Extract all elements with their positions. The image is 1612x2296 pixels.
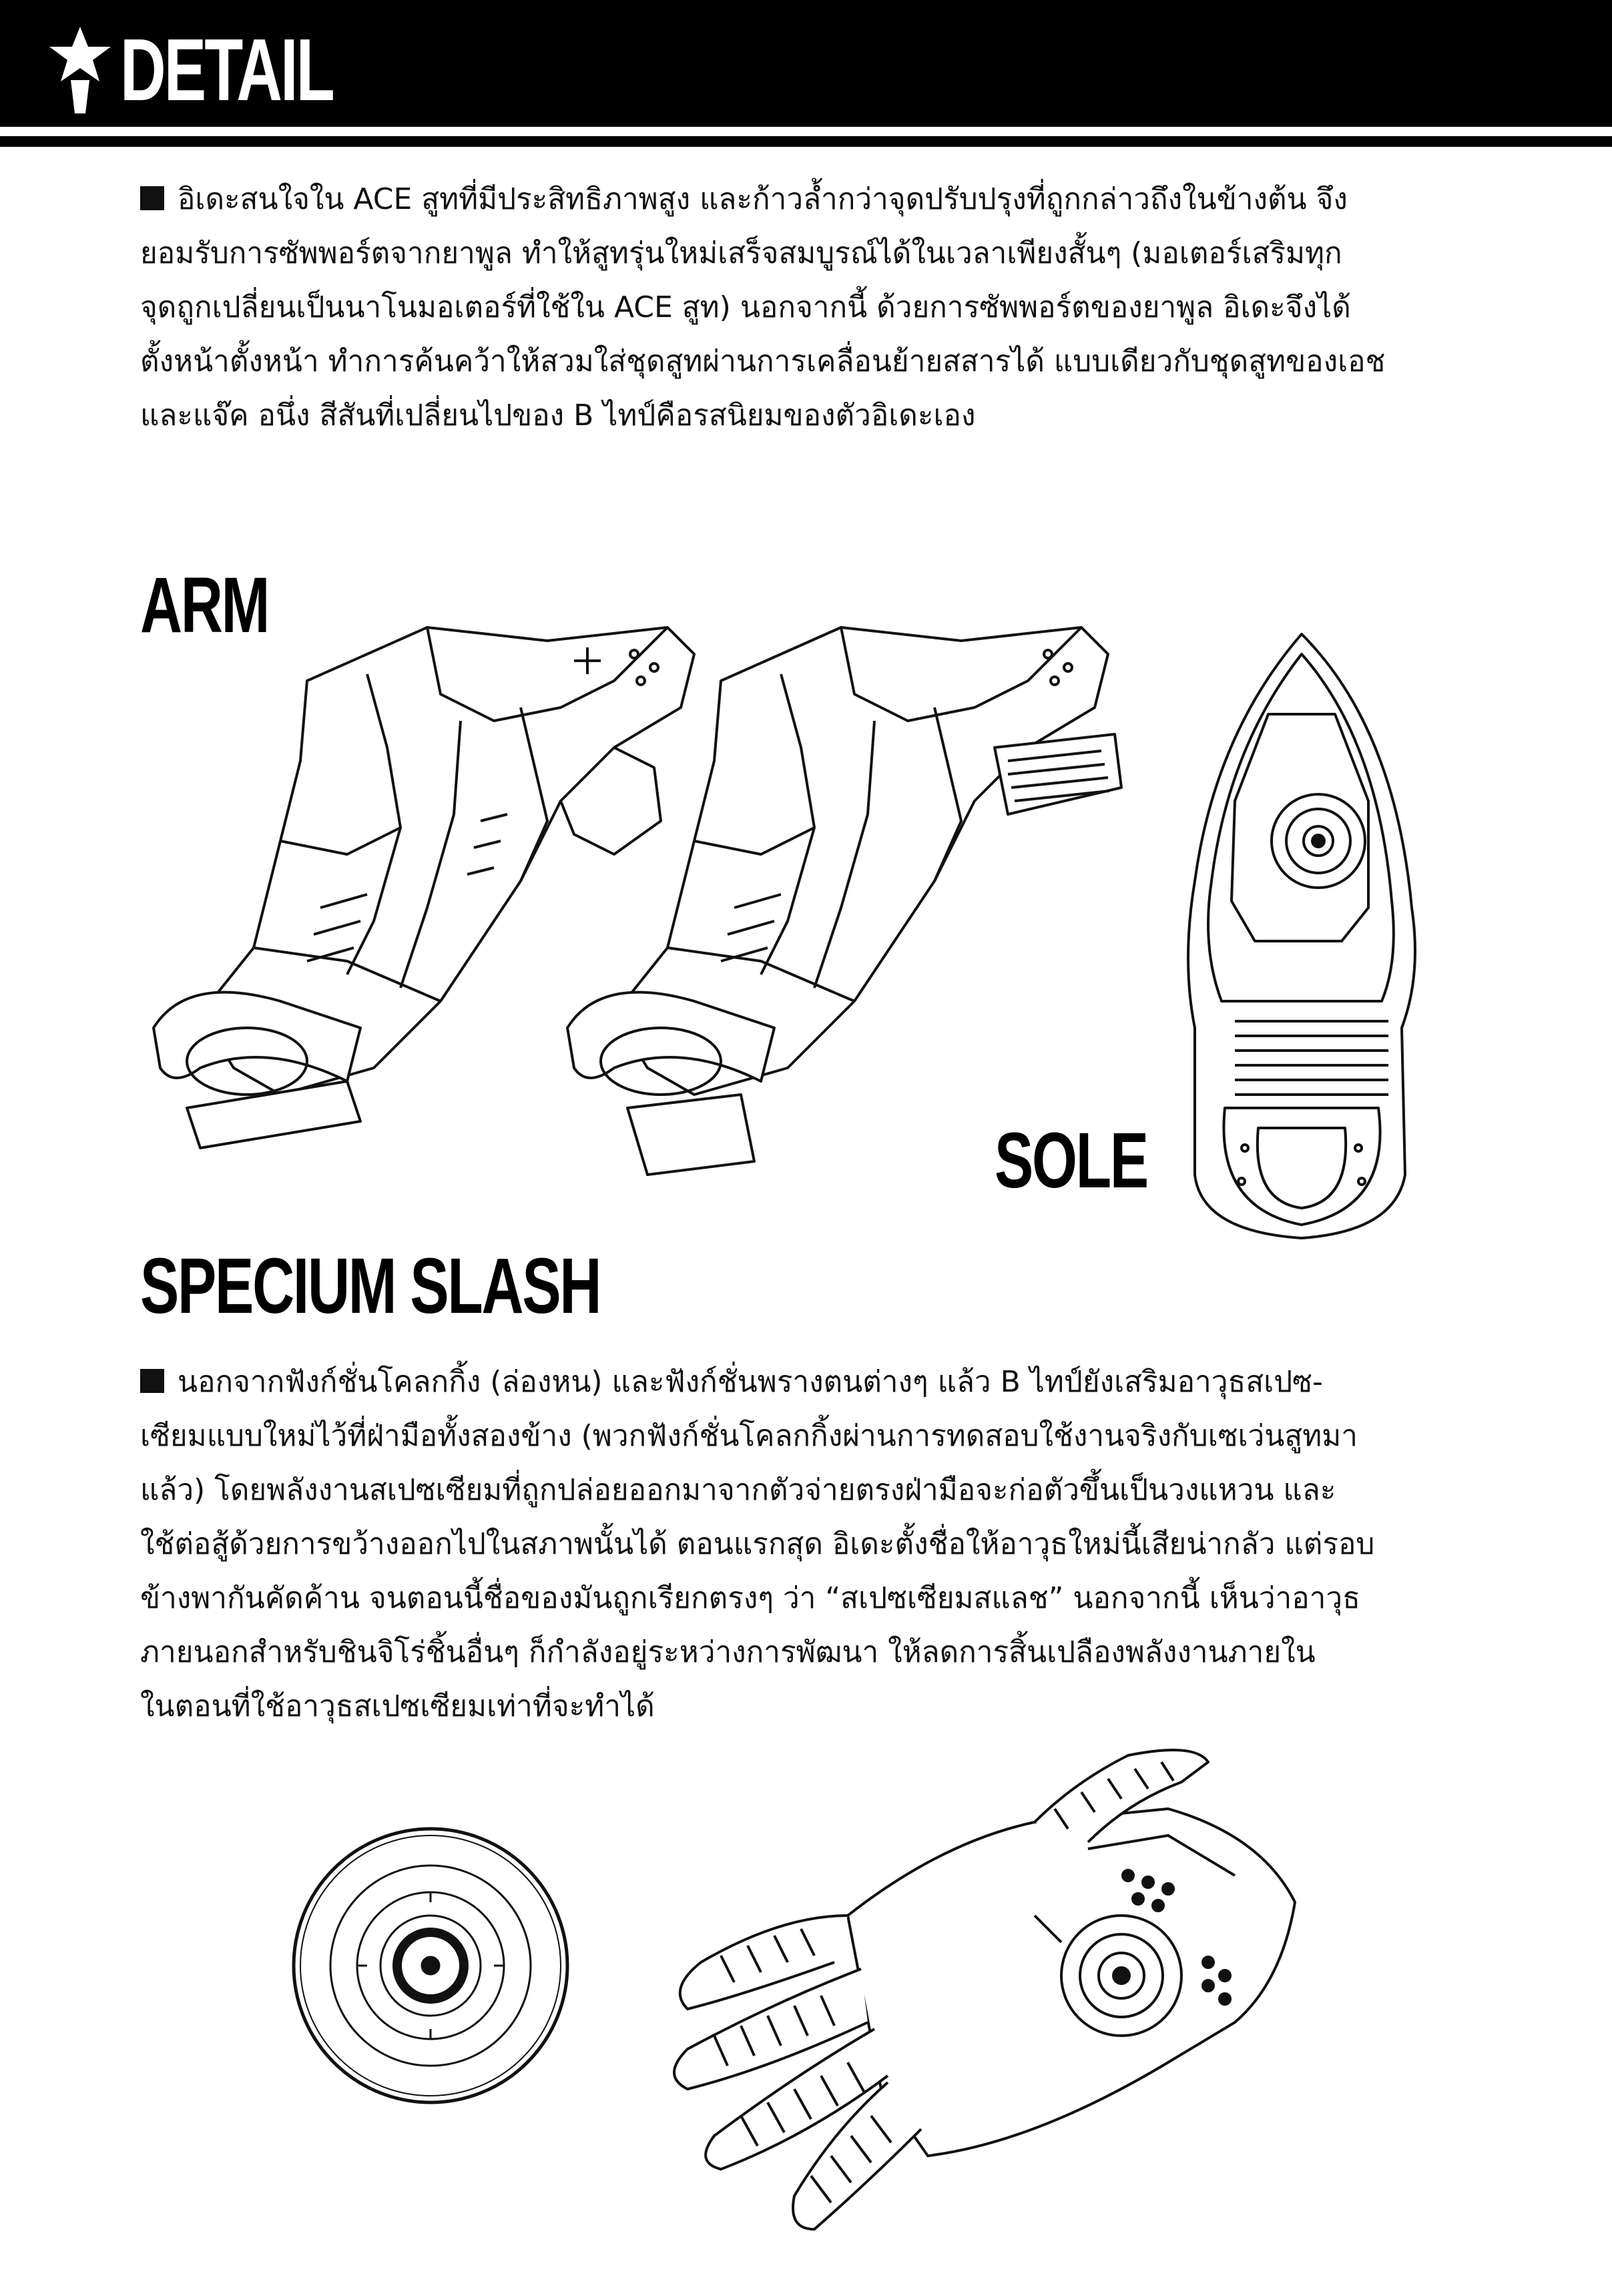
hand-gauntlet-illustration	[661, 1742, 1302, 2249]
boot-sole-illustration	[1175, 627, 1428, 1241]
specium-slash-heading: SPECIUM SLASH	[140, 1242, 601, 1330]
star-person-icon	[47, 27, 113, 113]
intro-line: และแจ๊ค อนึ่ง สีสันที่เปลี่ยนไปของ B ไทป์คือรสนิยมของตัวอิเดะเอง	[140, 398, 976, 433]
specium-line: ในตอนที่ใช้อาวุธสเปซเซียมเท่าที่จะทำได้	[140, 1689, 655, 1723]
intro-paragraph	[140, 172, 1468, 443]
specium-line: ภายนอกสำหรับชินจิโร่ชิ้นอื่นๆ ก็กำลังอยู่ระหว่างการพัฒนา ให้ลดการสิ้นเปลืองพลังงานภายใน	[140, 1635, 1316, 1669]
arm-heading: ARM	[140, 561, 269, 649]
bullet-square-icon	[140, 1369, 164, 1393]
specium-line: เซียมแบบใหม่ไว้ที่ฝ่ามือทั้งสองข้าง (พวกฟังก์ชั่นโคลกกิ้งผ่านการทดสอบใช้งานจริงกับเซเว่นสูทมา	[140, 1419, 1358, 1453]
palm-emitter-disc-illustration	[284, 1819, 577, 2112]
arm-gauntlet-deployed-illustration	[567, 601, 1128, 1175]
header-title	[47, 21, 416, 119]
header-rule	[0, 136, 1612, 147]
intro-line: ยอมรับการซัพพอร์ตจากยาพูล ทำให้สูทรุ่นใหม่เสร็จสมบูรณ์ได้ในเวลาเพียงสั้นๆ (มอเตอร์เสริมทุก	[140, 236, 1342, 270]
intro-line: จุดถูกเปลี่ยนเป็นนาโนมอเตอร์ที่ใช้ใน ACE สูท) นอกจากนี้ ด้วยการซัพพอร์ตของยาพูล อิเดะจึงได้	[140, 290, 1351, 324]
header-title-text: DETAIL	[120, 21, 333, 119]
specium-paragraph	[140, 1355, 1468, 1733]
specium-line: แล้ว) โดยพลังงานสเปซเซียมที่ถูกปล่อยออกมาจากตัวจ่ายตรงฝ่ามือจะก่อตัวขึ้นเป็นวงแหวน และ	[140, 1473, 1336, 1507]
specium-line: ใช้ต่อสู้ด้วยการขว้างออกไปในสภาพนั้นได้ ตอนแรกสุด อิเดะตั้งชื่อให้อาวุธใหม่นี้เสียน่ากลัว แต่รอบ	[140, 1527, 1375, 1561]
bullet-square-icon	[140, 186, 164, 210]
sole-heading: SOLE	[995, 1117, 1147, 1205]
specium-line: ข้างพากันคัดค้าน จนตอนนี้ชื่อของมันถูกเรียกตรงๆ ว่า “สเปซเซียมสแลช” นอกจากนี้ เห็นว่าอาวุธ	[140, 1581, 1360, 1615]
intro-line: อิเดะสนใจใน ACE สูทที่มีประสิทธิภาพสูง และก้าวล้ำกว่าจุดปรับปรุงที่ถูกกล่าวถึงในข้างต้น จึง	[140, 172, 1468, 226]
intro-line: ตั้งหน้าตั้งหน้า ทำการค้นคว้าให้สวมใส่ชุดสูทผ่านการเคลื่อนย้ายสสารได้ แบบเดียวกับชุดสูทของเอช	[140, 344, 1386, 378]
specium-line: นอกจากฟังก์ชั่นโคลกกิ้ง (ล่องหน) และฟังก์ชั่นพรางตนต่างๆ แล้ว B ไทป์ยังเสริมอาวุธสเปซ-	[140, 1355, 1468, 1409]
